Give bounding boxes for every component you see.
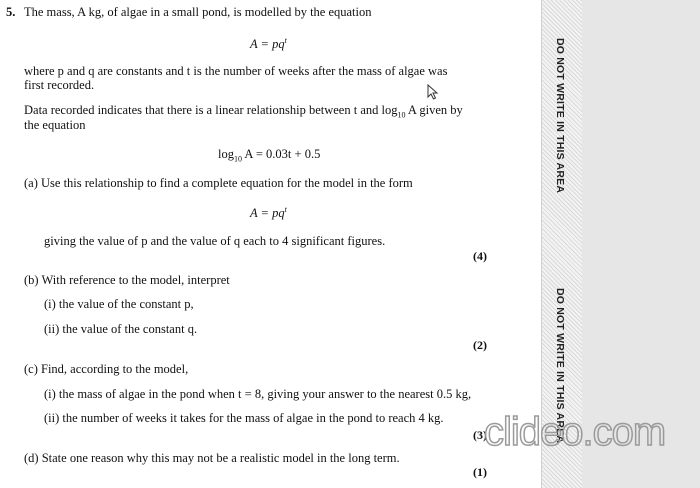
mouse-pointer-icon [427,84,441,100]
equation-log: $\log_{10} A = 0.03t + 0.5$ [218,147,321,164]
marks-c: (3) [473,428,487,442]
where-line-2: first recorded. [24,78,95,92]
equation-model: $A = pq^t$ [250,36,287,52]
marks-d: (1) [473,465,487,479]
part-b-i: (i) the value of the constant p, [44,297,194,311]
marks-b: (2) [473,338,487,352]
part-a-instruction: giving the value of p and the value of q each to 4 significant figures. [44,234,386,248]
where-line-1: where p and q are constants and t is the number of weeks after the mass of algae was [24,64,448,78]
margin-warning-top: DO NOT WRITE IN THIS AREA [554,38,566,194]
part-c-ii: (ii) the number of weeks it takes for the mass of algae in the pond to reach 4 kg. [44,411,444,425]
part-b-prompt: (b) With reference to the model, interpret [24,273,230,287]
question-number: 5. [6,5,16,19]
part-b-ii: (ii) the value of the constant q. [44,322,198,336]
part-c-i: (i) the mass of algae in the pond when t = 8, giving your answer to the nearest 0.5 kg, [44,387,472,401]
equation-form: $A = pq^t$ [250,205,287,221]
part-c-prompt: (c) Find, according to the model, [24,362,189,376]
data-line-1: Data recorded indicates that there is a linear relationship between t and $\log_{10} A$ given by [24,103,463,120]
margin-warning-bottom: DO NOT WRITE IN THIS AREA [554,288,566,444]
part-a-prompt: (a) Use this relationship to find a complete equation for the model in the form [24,176,413,190]
data-line-2: the equation [24,118,86,132]
marks-a: (4) [473,249,487,263]
part-d-prompt: (d) State one reason why this may not be a realistic model in the long term. [24,451,400,465]
watermark-logo: clideo.com [484,410,666,454]
question-intro: The mass, A kg, of algae in a small pond, is modelled by the equation [24,5,372,19]
